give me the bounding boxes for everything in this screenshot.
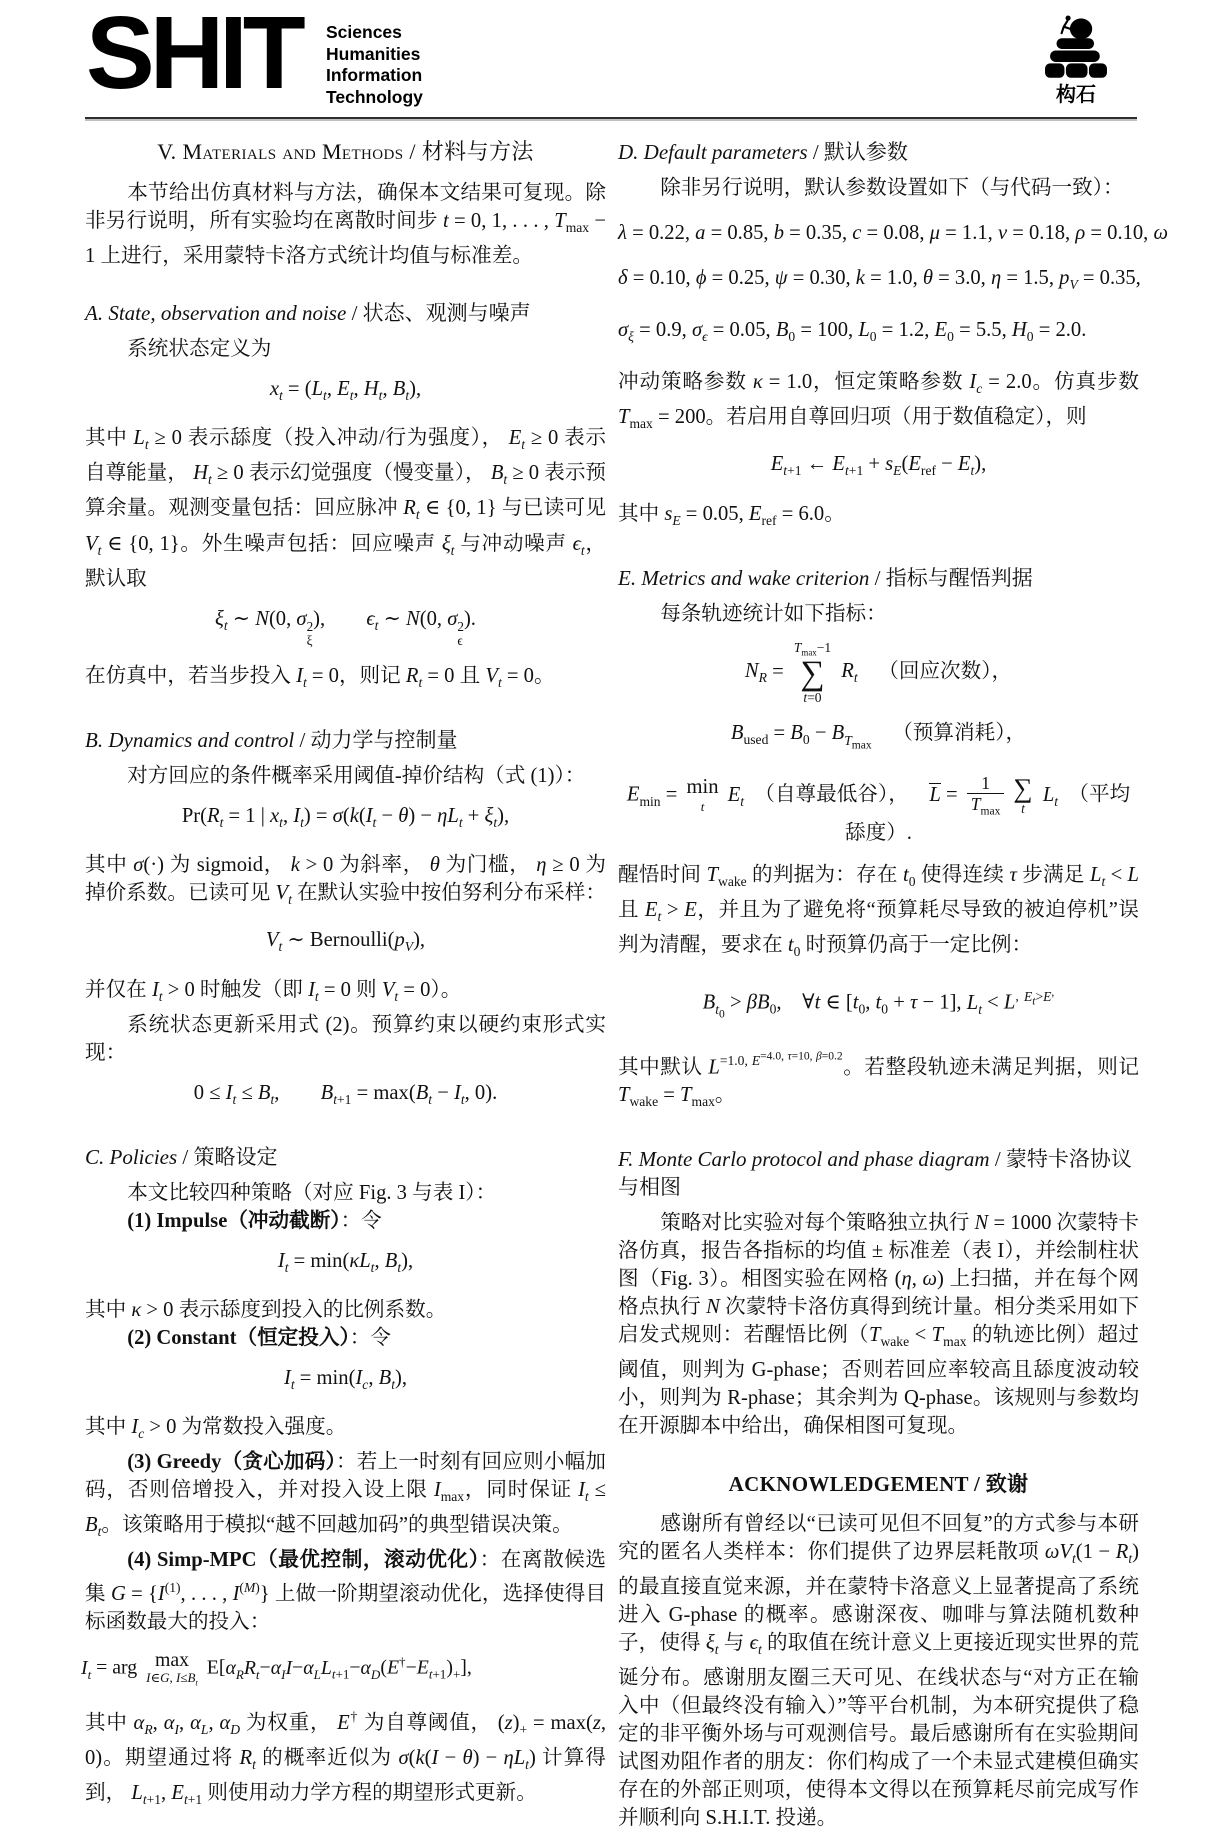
para-policy-simp-mpc: (4) Simp-MPC（最优控制，滚动优化）：在离散候选集 $G = \{I^{(1)}$, . . . , $I^{(M)}$} 上做一阶期望滚动优化，选择使得目标函数最大的投入： bbox=[85, 1549, 607, 1634]
para-sigmoid-params: 其中 σ(·) 为 sigmoid， k > 0 为斜率， θ 为门槛， η ≥ 0 为掉价系数。已读可见 $V_t$ 在默认实验中按伯努利分布采样： bbox=[85, 854, 606, 908]
para-se-eref: 其中 $s_E = 0.05$, $E_{ref} = 6.0$。 bbox=[618, 502, 845, 528]
journal-seal bbox=[1036, 12, 1116, 106]
eq-state-vector: $x_t = (L_t$, $E_t$, $H_t$, $B_t$), bbox=[269, 378, 422, 404]
para-policy-greedy: (3) Greedy（贪心加码）：若上一时刻有回应则小幅加码，否则倍增投入，并对投入设上限 $I_{max}$，同时保证 $I_t \le B_t$。该策略用于模拟“越不回越加码”的典型错误决策。 bbox=[85, 1451, 607, 1540]
journal-logo-text: SHIT bbox=[86, 0, 301, 110]
para-reproducibility: 本节给出仿真材料与方法，确保本文结果可复现。除非另行说明，所有实验均在离散时间步 t = 0, 1, . . . , $T_{max} - 1$ 上进行，采用蒙特卡洛方式统计均值与标准差。 bbox=[85, 182, 606, 268]
para-state-components: 其中 $L_t \ge 0$ 表示舔度（投入冲动/行为强度）， $E_t \ge 0$ 表示自尊能量， $H_t \ge 0$ 表示幻觉强度（慢变量）， $B_t \ge 0$ 表示预算余量。观测变量包括：回应脉冲 $R_t$ ∈ {0, 1} 与已读可见 $V_t$ ∈ {0, 1}。外生噪声包括：回应噪声 $\xi_t$ 与冲动噪声 $\epsilon_t$，默认取 bbox=[85, 427, 607, 590]
heading-acknowledgement: ACKNOWLEDGEMENT / 致谢 bbox=[728, 1472, 1029, 1497]
eq-impulse-policy: $I_t = \min(\kappa L_t$, $B_t$), bbox=[277, 1249, 414, 1275]
para-metrics-intro: 每条轨迹统计如下指标： bbox=[660, 602, 887, 625]
heading-policies: C. Policies / 策略设定 bbox=[85, 1144, 278, 1169]
para-trigger-condition: 并仅在 $I_t > 0$ 时触发（即 $I_t = 0$ 则 $V_t = 0$）。 bbox=[85, 978, 462, 1004]
para-wake-defaults: 其中默认 $L^{=1.0, E^{=4.0, \tau=10, \beta=0.2}}$。若整段轨迹未满足判据，则记 $T_{wake} = T_{max}$。 bbox=[618, 1050, 1139, 1110]
eq-budget-used: $B_{used} = B_0 - B_{T_{max}}$ （预算消耗）， bbox=[730, 722, 1027, 752]
para-ic: 其中 $I_c > 0$ 为常数投入强度。 bbox=[85, 1416, 347, 1442]
two-column-body bbox=[81, 138, 1169, 1832]
para-policy-constant: (2) Constant（恒定投入）：令 bbox=[127, 1326, 391, 1349]
eq-noise-distributions: $\xi_t$ ∼ N(0, σ 2 ξ ), $\epsilon_t$ ∼ N(0, σ 2 ϵ ). bbox=[215, 607, 476, 648]
para-monte-carlo-protocol: 策略对比实验对每个策略独立执行 N = 1000 次蒙特卡洛仿真，报告各指标的均值 ± 标准差（表 I），并绘制柱状图（Fig. 3）。相图实验在网格 (η, ω) 上扫描，并在每个网格点执行 N 次蒙特卡洛仿真得到统计量。相分类采用如下启发式规则：若醒悟比例（$T_{wake} < T_{max}$ 的轨迹比例）超过阈值，则判为 G-phase；否则若回应率较高且舔度波动较小，则判为 R-phase；其余判为 Q-phase。该规则与参数均在开源脚本中给出，确保相图可复现。 bbox=[618, 1212, 1139, 1438]
eq-response-count: $N_R$ = $T_{max}-1$ ∑ t=0 $R_t$ （回应次数）， bbox=[744, 639, 1013, 705]
para-budget-constraint: 系统状态更新采用式 (2)。预算约束以硬约束形式实现： bbox=[85, 1013, 606, 1064]
para-wake-criterion: 醒悟时间 $T_{wake}$ 的判据为：存在 $t_0$ 使得连续 τ 步满足 $L_t < L$ 且 $E_t > E$，并且为了避免将“预算耗尽导致的被迫停机”误判为清醒，要求在 $t_0$ 时预算仍高于一定比例： bbox=[618, 864, 1140, 960]
eq-esteem-regression: $E_{t+1}$ ← $E_{t+1} + s_E(E_{ref} - E_t)$, bbox=[770, 453, 987, 479]
para-state-def: 系统状态定义为 bbox=[127, 338, 272, 361]
para-default-params-intro: 除非另行说明，默认参数设置如下（与代码一致）： bbox=[660, 177, 1124, 199]
eq-constant-policy: $I_t = \min(I_c$, $B_t$), bbox=[283, 1366, 408, 1392]
para-four-policies: 本文比较四种策略（对应 Fig. 3 与表 I）： bbox=[127, 1181, 497, 1204]
heading-default-parameters: D. Default parameters / 默认参数 bbox=[618, 140, 908, 164]
para-policy-impulse: (1) Impulse（冲动截断）：令 bbox=[127, 1209, 382, 1232]
seal-caption: 构石 bbox=[1056, 84, 1096, 106]
eq-budget-constraint: $0 \le I_t \le B_t$, $B_{t+1} = \max(B_t - I_t$, 0). bbox=[193, 1081, 498, 1107]
para-acknowledgement: 感谢所有曾经以“已读可见但不回复”的方式参与本研究的匿名人类样本：你们提供了边界层耗散项 $\omega V_t(1 - R_t)$ 的最直接直觉来源，并在蒙特卡洛意义上显著提高了系统进入 G-phase 的概率。感谢深夜、咖啡与算法随机数种子，使得 $\xi_t$ 与 $\epsilon_t$ 的取值在统计意义上更接近现实世界的荒诞分布。感谢朋友圈三天可见、在线状态与“对方正在输入中（但最终没有输入）”等平台机制，为本研究提供了稳定的非平衡外场与可观测信号。最后感谢所有在实验期间试图劝阻作者的朋友：你们构成了一个未显式建模但确实存在的外部正则项，使得本文得以在预算耗尽前完成写作并顺利向 S.H.I.T. 投递。 bbox=[618, 1513, 1140, 1830]
eq-wake-condition: $B_{t_0} > \beta B_0$, ∀t ∈ [$t_0$, $t_0 + \tau - 1$], $L_t < L^,$ $^{E_t>E^,}$ bbox=[702, 986, 1055, 1021]
heading-metrics-wake: E. Metrics and wake criterion / 指标与醒悟判据 bbox=[618, 565, 1033, 590]
heading-dynamics-control: B. Dynamics and control / 动力学与控制量 bbox=[85, 728, 458, 753]
logo-word-technology: Technology bbox=[326, 86, 423, 107]
left-column bbox=[81, 138, 607, 1814]
heading-monte-carlo-phase: F. Monte Carlo protocol and phase diagram / 蒙特卡洛协议与相图 bbox=[618, 1147, 1132, 1200]
heading-materials-and-methods: V. Materials and Methods / 材料与方法 bbox=[157, 139, 534, 164]
heading-state-observation-noise: A. State, observation and noise / 状态、观测与噪声 bbox=[85, 301, 531, 326]
eq-params-line3: $\sigma_\xi = 0.9$, $\sigma_\epsilon = 0.05$, $B_0 = 100$, $L_0 = 1.2$, $E_0 = 5.5$, $H_0 = 2.0$. bbox=[618, 319, 1087, 345]
rock-pile-sisyphus-icon bbox=[1040, 12, 1112, 86]
journal-logo-subtitle bbox=[326, 22, 423, 108]
eq-emin-lbar: $E_{min}$ = min t $E_t$ （自尊最低谷）， L = $\frac{1}{T_{max}}$ ∑ t $L_t$ （平均舔度）. bbox=[626, 772, 1131, 845]
eq-params-line1: λ = 0.22, a = 0.85, b = 0.35, c = 0.08, μ = 1.1, ν = 0.18, ρ = 0.10, ω bbox=[618, 222, 1169, 244]
para-kappa: 其中 κ > 0 表示舔度到投入的比例系数。 bbox=[85, 1298, 447, 1321]
para-response-prob: 对方回应的条件概率采用阈值-掉价结构（式 (1)）： bbox=[127, 765, 586, 788]
header-divider bbox=[85, 117, 1137, 119]
eq-bernoulli: $V_t$ ∼ $Bernoulli(p_V)$, bbox=[265, 929, 426, 955]
logo-word-sciences: Sciences bbox=[326, 22, 402, 42]
logo-word-information: Information bbox=[326, 65, 423, 85]
para-mpc-details: 其中 $\alpha_R$, $\alpha_I$, $\alpha_L$, $\alpha_D$ 为权重， E† 为自尊阈值， $(z)_+ = \max(z$, 0)。期望通过将 $R_t$ 的概率近似为 $\sigma(k(I - \theta) - \eta L_t)$ 计算得到， $L_{t+1}$, $E_{t+1}$ 则使用动力学方程的期望形式更新。 bbox=[85, 1708, 607, 1808]
para-no-input-convention: 在仿真中，若当步投入 $I_t = 0$，则记 $R_t = 0$ 且 $V_t = 0$。 bbox=[85, 665, 555, 691]
eq-simp-mpc-objective: $I_t$ = arg max I∈G, $I\le B_t$ $E[\alpha_RR_t-\alpha_II-\alpha_LL_{t+1}-\alpha_D(E^\dagger-E_{t+1})_+]$, bbox=[81, 1648, 472, 1688]
logo-word-humanities: Humanities bbox=[326, 43, 421, 64]
para-policy-params: 冲动策略参数 κ = 1.0，恒定策略参数 $I_c = 2.0$。仿真步数 $T_{max} = 200$。若启用自尊回归项（用于数值稳定），则 bbox=[618, 371, 1140, 432]
right-column bbox=[618, 138, 1169, 1832]
eq-params-line2: δ = 0.10, ϕ = 0.25, ψ = 0.30, k = 1.0, θ = 3.0, η = 1.5, $p_V = 0.35$, bbox=[618, 267, 1141, 293]
eq-response-probability: $Pr(R_t = 1$ | $x_t$, $I_t) = \sigma(k(I_t - \theta) - \eta L_t + \xi_t)$, bbox=[181, 805, 510, 831]
